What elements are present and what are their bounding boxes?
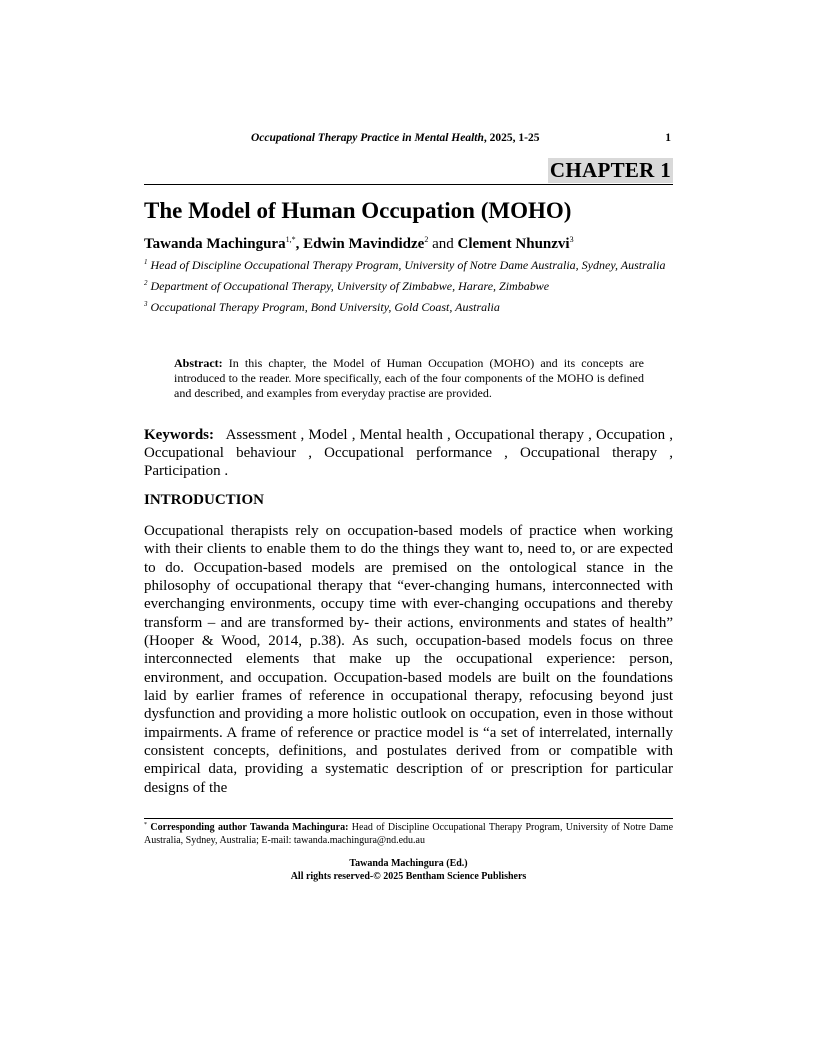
affiliation — [144, 258, 673, 273]
journal-name: Occupational Therapy Practice in Mental Health — [251, 132, 484, 144]
author-name: Clement Nhunzvi — [457, 236, 570, 252]
affiliation-text: Department of Occupational Therapy, University of Zimbabwe, Harare, Zimbabwe — [150, 279, 550, 293]
abstract — [174, 356, 644, 401]
author-separator: , — [295, 236, 304, 252]
body-paragraph: Occupational therapists rely on occupation-based models of practice when working with their clients to enable them to do the things they want to, need to, or are expected to do. Occupation-based models are premised on the ontological stance in the philosophy of occupational therapy that “ever-changing humans, interconnected with everchanging environments, occupy time with ever-changing occupations and thereby transform – and are transformed by- their actions, environments and states of health” (Hooper & Wood, 2014, p.38). As such, occupation-based models focus on three interconnected elements that make up the occupational experience: person, environment, and occupation. Occupation-based models are built on the foundations laid by earlier frames of reference in occupational therapy, refocusing beyond just dysfunction and providing a more holistic outlook on occupation, even in those without impairments. A frame of reference or practice model is “a set of interrelated, internally consistent concepts, definitions, and postulates derived from or compatible with empirical data, providing a systematic description of or prescription for particular designs of the — [144, 523, 673, 796]
author-affiliation-marker: 2 — [424, 235, 429, 244]
affiliation — [144, 279, 673, 294]
section-heading: INTRODUCTION — [144, 492, 265, 508]
affiliation-text: Occupational Therapy Program, Bond University, Gold Coast, Australia — [150, 300, 500, 314]
affiliation — [144, 300, 673, 315]
footnote-label: Corresponding author Tawanda Machingura: — [150, 822, 349, 833]
rights-line: All rights reserved-© 2025 Bentham Science Publishers — [290, 871, 527, 882]
footnote-marker: * — [144, 822, 147, 828]
page-number: 1 — [665, 132, 671, 144]
keywords-text: Assessment , Model , Mental health , Occupational therapy , Occupation , Occupational behaviour , Occupational performance , Occupational therapy , Participation . — [144, 427, 673, 479]
journal-citation — [251, 132, 539, 144]
affiliation-list — [144, 258, 673, 321]
journal-volume-pages: , 2025, 1-25 — [483, 132, 540, 144]
footnote-divider — [144, 818, 673, 819]
footnote — [144, 822, 673, 847]
editor-line: Tawanda Machingura (Ed.) — [349, 858, 468, 869]
author-list — [144, 236, 574, 253]
chapter-header — [144, 158, 673, 185]
affiliation-marker: 2 — [144, 279, 148, 287]
publisher-info — [144, 857, 673, 883]
abstract-label: Abstract: — [174, 356, 223, 370]
author-name: Edwin Mavindidze — [303, 236, 425, 252]
author-name: Tawanda Machingura — [144, 236, 286, 252]
keywords-label: Keywords: — [144, 427, 214, 443]
chapter-label: CHAPTER 1 — [549, 158, 671, 182]
footnote-text: Head of Discipline Occupational Therapy Program, University of Notre Dame Australia, Sydney, Australia; E-mail: tawanda.machingura@nd.edu.au — [144, 822, 674, 846]
keywords — [144, 426, 673, 480]
affiliation-text: Head of Discipline Occupational Therapy Program, University of Notre Dame Australia, Sydney, Australia — [150, 258, 666, 272]
abstract-text: In this chapter, the Model of Human Occupation (MOHO) and its concepts are introduced to the reader. More specifically, each of the four components of the MOHO is defined and described, and examples from everyday practise are provided. — [174, 356, 644, 400]
author-separator: and — [428, 236, 458, 252]
chapter-title: The Model of Human Occupation (MOHO) — [144, 198, 572, 223]
author-affiliation-marker: 3 — [569, 235, 574, 244]
affiliation-marker: 1 — [144, 258, 148, 266]
affiliation-marker: 3 — [144, 300, 148, 308]
author-affiliation-marker: 1,* — [285, 235, 296, 244]
